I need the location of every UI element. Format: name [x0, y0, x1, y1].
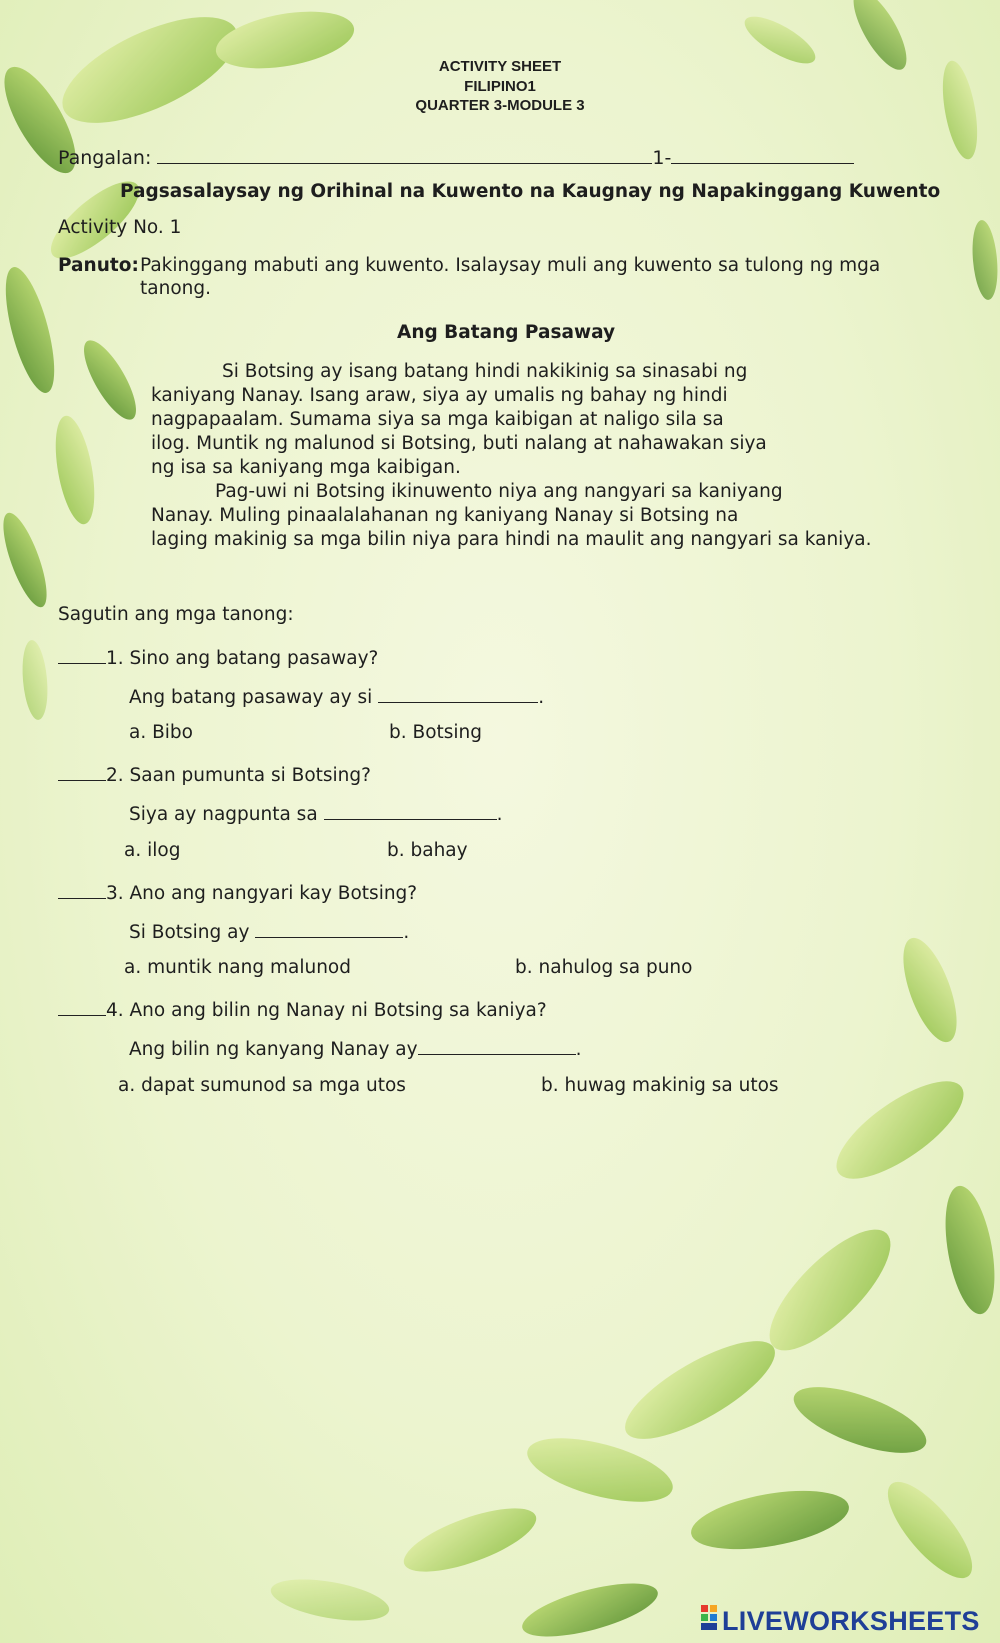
question-4 — [58, 997, 547, 1021]
answer-blank-1[interactable] — [58, 645, 106, 664]
name-line — [58, 145, 854, 169]
choice-a[interactable]: a. ilog — [124, 840, 181, 861]
story-line: laging makinig sa mga bilin niya para hindi na maulit ang nangyari sa kaniya. — [151, 529, 872, 550]
question-text: 2. Saan pumunta si Botsing? — [106, 765, 371, 786]
story-line: kaniyang Nanay. Isang araw, siya ay umalis ng bahay ng hindi — [151, 385, 728, 406]
prompt-text: Siya ay nagpunta sa — [129, 804, 318, 825]
prompt-end: . — [538, 687, 545, 708]
name-blank — [157, 145, 652, 164]
fill-blank-2[interactable] — [324, 801, 497, 820]
question-1 — [58, 645, 378, 669]
prompt-text: Ang batang pasaway ay si — [129, 687, 373, 708]
fill-blank-4[interactable] — [418, 1036, 576, 1055]
story-title: Ang Batang Pasaway — [397, 322, 616, 343]
prompt-text: Si Botsing ay — [129, 922, 250, 943]
instructions-line-1: Pakinggang mabuti ang kuwento. Isalaysay muli ang kuwento sa tulong ng mga — [140, 255, 881, 276]
activity-number: Activity No. 1 — [58, 217, 182, 238]
question-text: 3. Ano ang nangyari kay Botsing? — [106, 883, 418, 904]
choice-a[interactable]: a. Bibo — [129, 722, 193, 743]
prompt-end: . — [575, 1039, 582, 1060]
questions-heading: Sagutin ang mga tanong: — [58, 604, 294, 625]
question-text: 4. Ano ang bilin ng Nanay ni Botsing sa kaniya? — [106, 1000, 547, 1021]
story-line: Pag-uwi ni Botsing ikinuwento niya ang nangyari sa kaniyang — [215, 481, 783, 502]
question-1-prompt — [129, 684, 544, 708]
choice-a[interactable]: a. muntik nang malunod — [124, 957, 351, 978]
fill-blank-1[interactable] — [378, 684, 538, 703]
question-2-prompt — [129, 801, 502, 825]
choice-b[interactable]: b. bahay — [387, 840, 468, 861]
prompt-end: . — [403, 922, 410, 943]
instructions-line-2: tanong. — [140, 278, 211, 299]
answer-blank-2[interactable] — [58, 762, 106, 781]
name-label: Pangalan: — [58, 147, 152, 169]
choice-b[interactable]: b. nahulog sa puno — [515, 957, 693, 978]
story-line: nagpapaalam. Sumama siya sa mga kaibigan at naligo sila sa — [151, 409, 724, 430]
fill-blank-3[interactable] — [255, 919, 403, 938]
instructions-label: Panuto: — [58, 255, 139, 276]
question-3 — [58, 880, 417, 904]
question-text: 1. Sino ang batang pasaway? — [106, 648, 379, 669]
header-quarter-module: QUARTER 3-MODULE 3 — [415, 97, 585, 114]
header-subject: FILIPINO1 — [464, 78, 536, 95]
section-prefix: 1- — [652, 147, 672, 169]
story-line: ng isa sa kaniyang mga kaibigan. — [151, 457, 461, 478]
question-3-prompt — [129, 919, 409, 943]
choice-a[interactable]: a. dapat sumunod sa mga utos — [118, 1075, 406, 1096]
prompt-end: . — [496, 804, 503, 825]
question-4-prompt — [129, 1036, 581, 1060]
section-blank — [671, 145, 854, 164]
header-activity-sheet: ACTIVITY SHEET — [438, 58, 562, 75]
answer-blank-4[interactable] — [58, 997, 106, 1016]
story-line: Si Botsing ay isang batang hindi nakikinig sa sinasabi ng — [222, 361, 748, 382]
choice-b[interactable]: b. huwag makinig sa utos — [541, 1075, 779, 1096]
choice-b[interactable]: b. Botsing — [389, 722, 483, 743]
liveworksheets-brand[interactable]: LIVEWORKSHEETS — [722, 1606, 980, 1636]
story-line: ilog. Muntik ng malunod si Botsing, buti nalang at nahawakan siya — [151, 433, 767, 454]
worksheet-title: Pagsasalaysay ng Orihinal na Kuwento na Kaugnay ng Napakinggang Kuwento — [120, 181, 941, 202]
liveworksheets-logo-icon — [700, 1603, 722, 1639]
question-2 — [58, 762, 371, 786]
story-line: Nanay. Muling pinaalalahanan ng kaniyang Nanay si Botsing na — [151, 505, 739, 526]
prompt-text: Ang bilin ng kanyang Nanay ay — [129, 1039, 418, 1060]
answer-blank-3[interactable] — [58, 880, 106, 899]
